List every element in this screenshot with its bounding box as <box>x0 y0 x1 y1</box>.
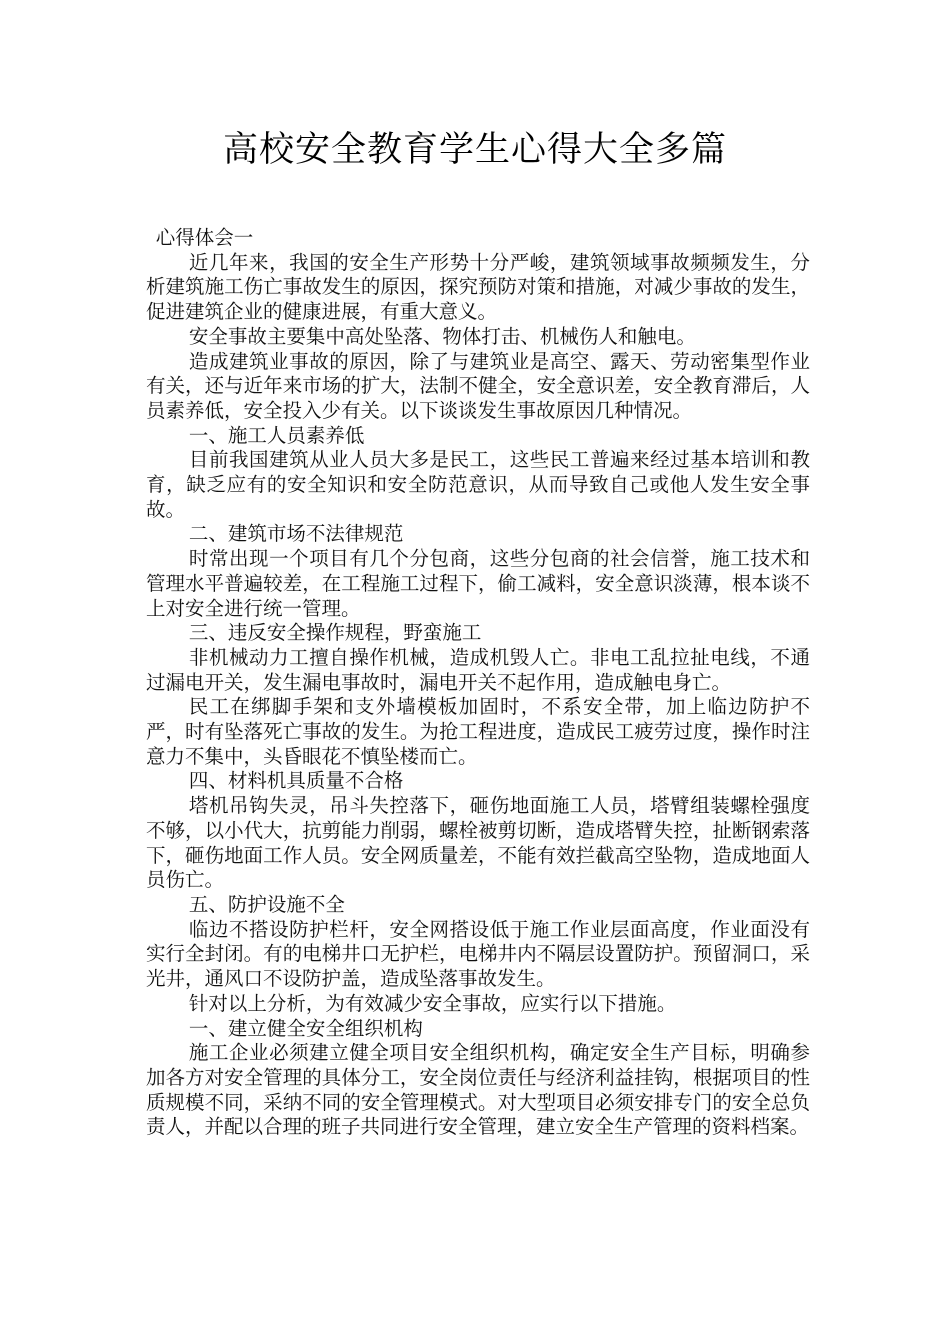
paragraph: 施工企业必须建立健全项目安全组织机构，确定安全生产目标，明确参加各方对安全管理的具体分工，安全岗位责任与经济利益挂钩，根据项目的性质规模不同，采纳不同的安全管理模式。对大型项目必须安排专门的安全总负责人，并配以合理的班子共同进行安全管理，建立安全生产管理的资料档案。 <box>146 1041 810 1139</box>
section-heading: 一、施工人员素养低 <box>188 423 365 447</box>
paragraph: 近几年来，我国的安全生产形势十分严峻，建筑领域事故频频发生，分析建筑施工伤亡事故发生的原因，探究预防对策和措施，对减少事故的发生，促进建筑企业的健康进展，有重大意义。 <box>146 250 810 324</box>
paragraph: 造成建筑业事故的原因，除了与建筑业是高空、露天、劳动密集型作业有关，还与近年来市场的扩大，法制不健全，安全意识差，安全教育滞后，人员素养低，安全投入少有关。以下谈谈发生事故原因几种情况。 <box>146 349 810 422</box>
section-label: 心得体会一 <box>155 226 254 249</box>
paragraph: 民工在绑脚手架和支外墙模板加固时，不系安全带，加上临边防护不严，时有坠落死亡事故的发生。为抢工程进度，造成民工疲劳过度，操作时注意力不集中，头昏眼花不慎坠楼而亡。 <box>146 695 810 768</box>
section-heading: 四、材料机具质量不合格 <box>188 769 404 793</box>
paragraph: 非机械动力工擅自操作机械，造成机毁人亡。非电工乱拉扯电线，不通过漏电开关，发生漏电事故时，漏电开关不起作用，造成触电身亡。 <box>146 645 810 694</box>
paragraph: 目前我国建筑从业人员大多是民工，这些民工普遍来经过基本培训和教育，缺乏应有的安全知识和安全防范意识，从而导致自己或他人发生安全事故。 <box>146 448 810 521</box>
paragraph: 临边不搭设防护栏杆，安全网搭设低于施工作业层面高度，作业面没有实行全封闭。有的电梯井口无护栏，电梯井内不隔层设置防护。预留洞口，采光井，通风口不设防护盖，造成坠落事故发生。 <box>146 917 810 991</box>
section-heading: 五、防护设施不全 <box>188 892 345 916</box>
paragraph: 针对以上分析，为有效减少安全事故，应实行以下措施。 <box>188 991 677 1015</box>
section-heading: 二、建筑市场不法律规范 <box>188 522 404 546</box>
paragraph: 时常出现一个项目有几个分包商，这些分包商的社会信誉，施工技术和管理水平普遍较差，在工程施工过程下，偷工减料，安全意识淡薄，根本谈不上对安全进行统一管理。 <box>146 547 810 620</box>
document-body <box>146 226 810 1140</box>
section-heading: 一、建立健全安全组织机构 <box>188 1016 423 1040</box>
paragraph: 塔机吊钩失灵，吊斗失控落下，砸伤地面施工人员，塔臂组装螺栓强度不够，以小代大，抗剪能力削弱，螺栓被剪切断，造成塔臂失控，扯断钢索落下，砸伤地面工作人员。安全网质量差，不能有效拦截高空坠物，造成地面人员伤亡。 <box>146 794 810 892</box>
paragraph: 安全事故主要集中高处坠落、物体打击、机械伤人和触电。 <box>188 324 696 348</box>
document-title: 高校安全教育学生心得大全多篇 <box>222 130 727 170</box>
section-heading: 三、违反安全操作规程，野蛮施工 <box>188 621 482 645</box>
